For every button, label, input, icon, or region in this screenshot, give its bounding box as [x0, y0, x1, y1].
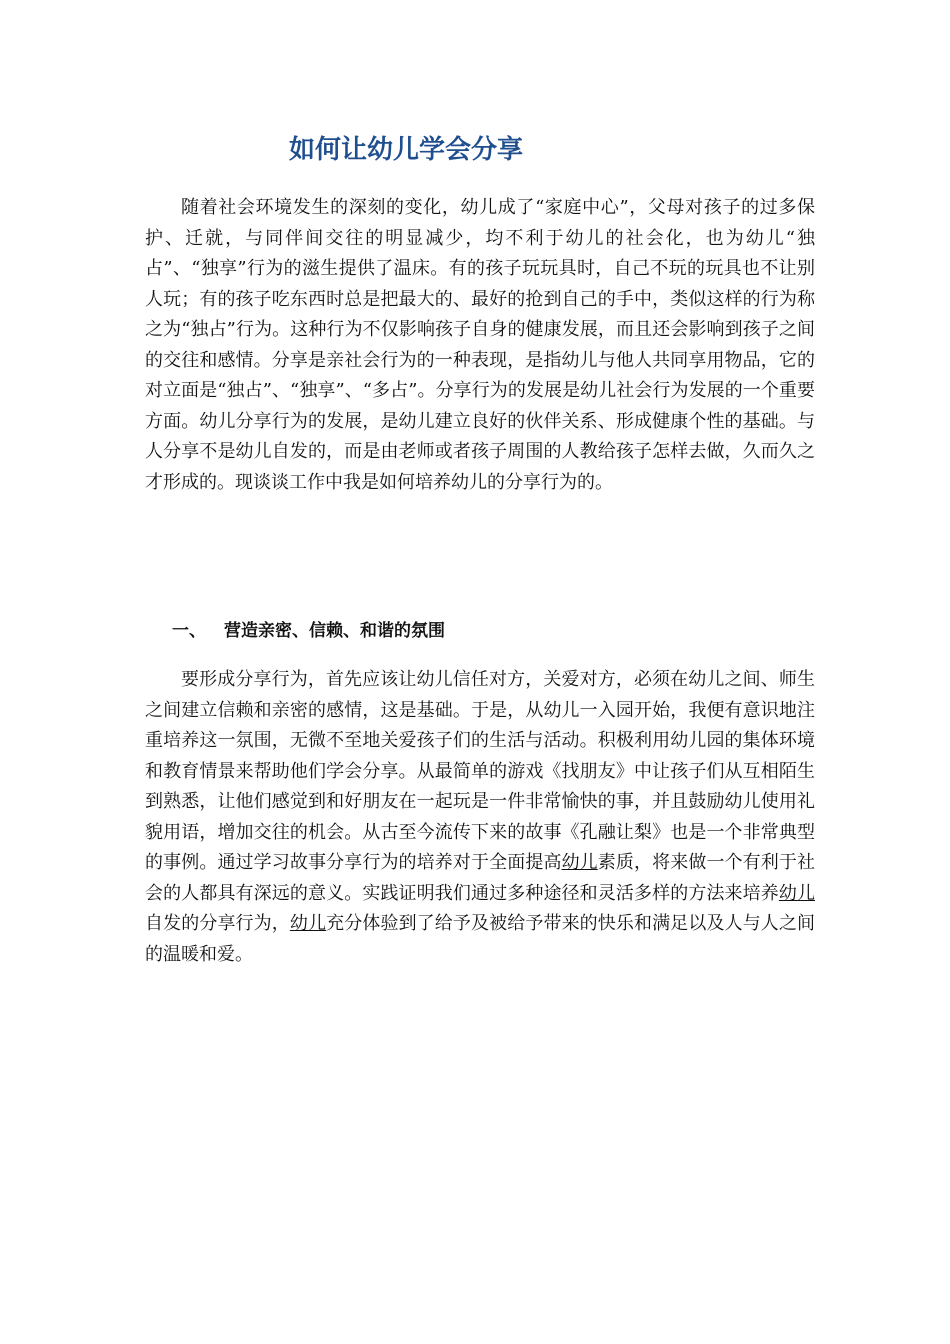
underlined-term[interactable]: 幼儿	[778, 882, 816, 904]
section-text-part2: 素质，将来做一个有利于社会的人都具有深远的意义。实践证明我们通过多种途径和灵活多样的方法来培养	[145, 852, 816, 904]
section-text-part4: 充分体验到了给予及被给予带来的快乐和满足以及人与人之间的温暖和爱。	[145, 913, 816, 965]
section-heading	[172, 618, 445, 644]
underlined-term[interactable]: 幼儿	[289, 913, 327, 934]
section-heading-text: 营造亲密、信赖、和谐的氛围	[224, 621, 445, 641]
intro-paragraph: 随着社会环境发生的深刻的变化，幼儿成了“家庭中心”，父母对孩子的过多保护、迁就，与同伴间交往的明显减少，均不利于幼儿的社会化，也为幼儿“独占”、“独享”行为的滋生提供了温床。有的孩子玩玩具时，自己不玩的玩具也不让别人玩；有的孩子吃东西时总是把最大的、最好的抢到自己的手中，类似这样的行为称之为“独占”行为。这种行为不仅影响孩子自身的健康发展，而且还会影响到孩子之间的交往和感情。分享是亲社会行为的一种表现，是指幼儿与他人共同享用物品，它的对立面是“独占”、“独享”、“多占”。分享行为的发展是幼儿社会行为发展的一个重要方面。幼儿分享行为的发展，是幼儿建立良好的伙伴关系、形成健康个性的基础。与人分享不是幼儿自发的，而是由老师或者孩子周围的人教给孩子怎样去做，久而久之才形成的。现谈谈工作中我是如何培养幼儿的分享行为的。	[145, 197, 815, 493]
section-number: 一、	[172, 621, 206, 641]
section-paragraph	[145, 665, 815, 970]
section-text-part1: 要形成分享行为，首先应该让幼儿信任对方，关爱对方，必须在幼儿之间、师生之间建立信赖和亲密的感情，这是基础。于是，从幼儿一入园开始，我便有意识地注重培养这一氛围，无微不至地关爱孩子们的生活与活动。积极利用幼儿园的集体环境和教育情景来帮助他们学会分享。从最简单的游戏《找朋友》中让孩子们从互相陌生到熟悉，让他们感觉到和好朋友在一起玩是一件非常愉快的事，并且鼓励幼儿使用礼貌用语，增加交往的机会。从古至今流传下来的故事《孔融让梨》也是一个非常典型的事例。通过学习故事分享行为的培养对于全面提高	[145, 669, 815, 873]
underlined-term[interactable]: 幼儿	[561, 852, 598, 873]
section-text-part3: 自发的分享行为，	[145, 913, 290, 934]
document-title: 如何让幼儿学会分享	[288, 135, 523, 165]
